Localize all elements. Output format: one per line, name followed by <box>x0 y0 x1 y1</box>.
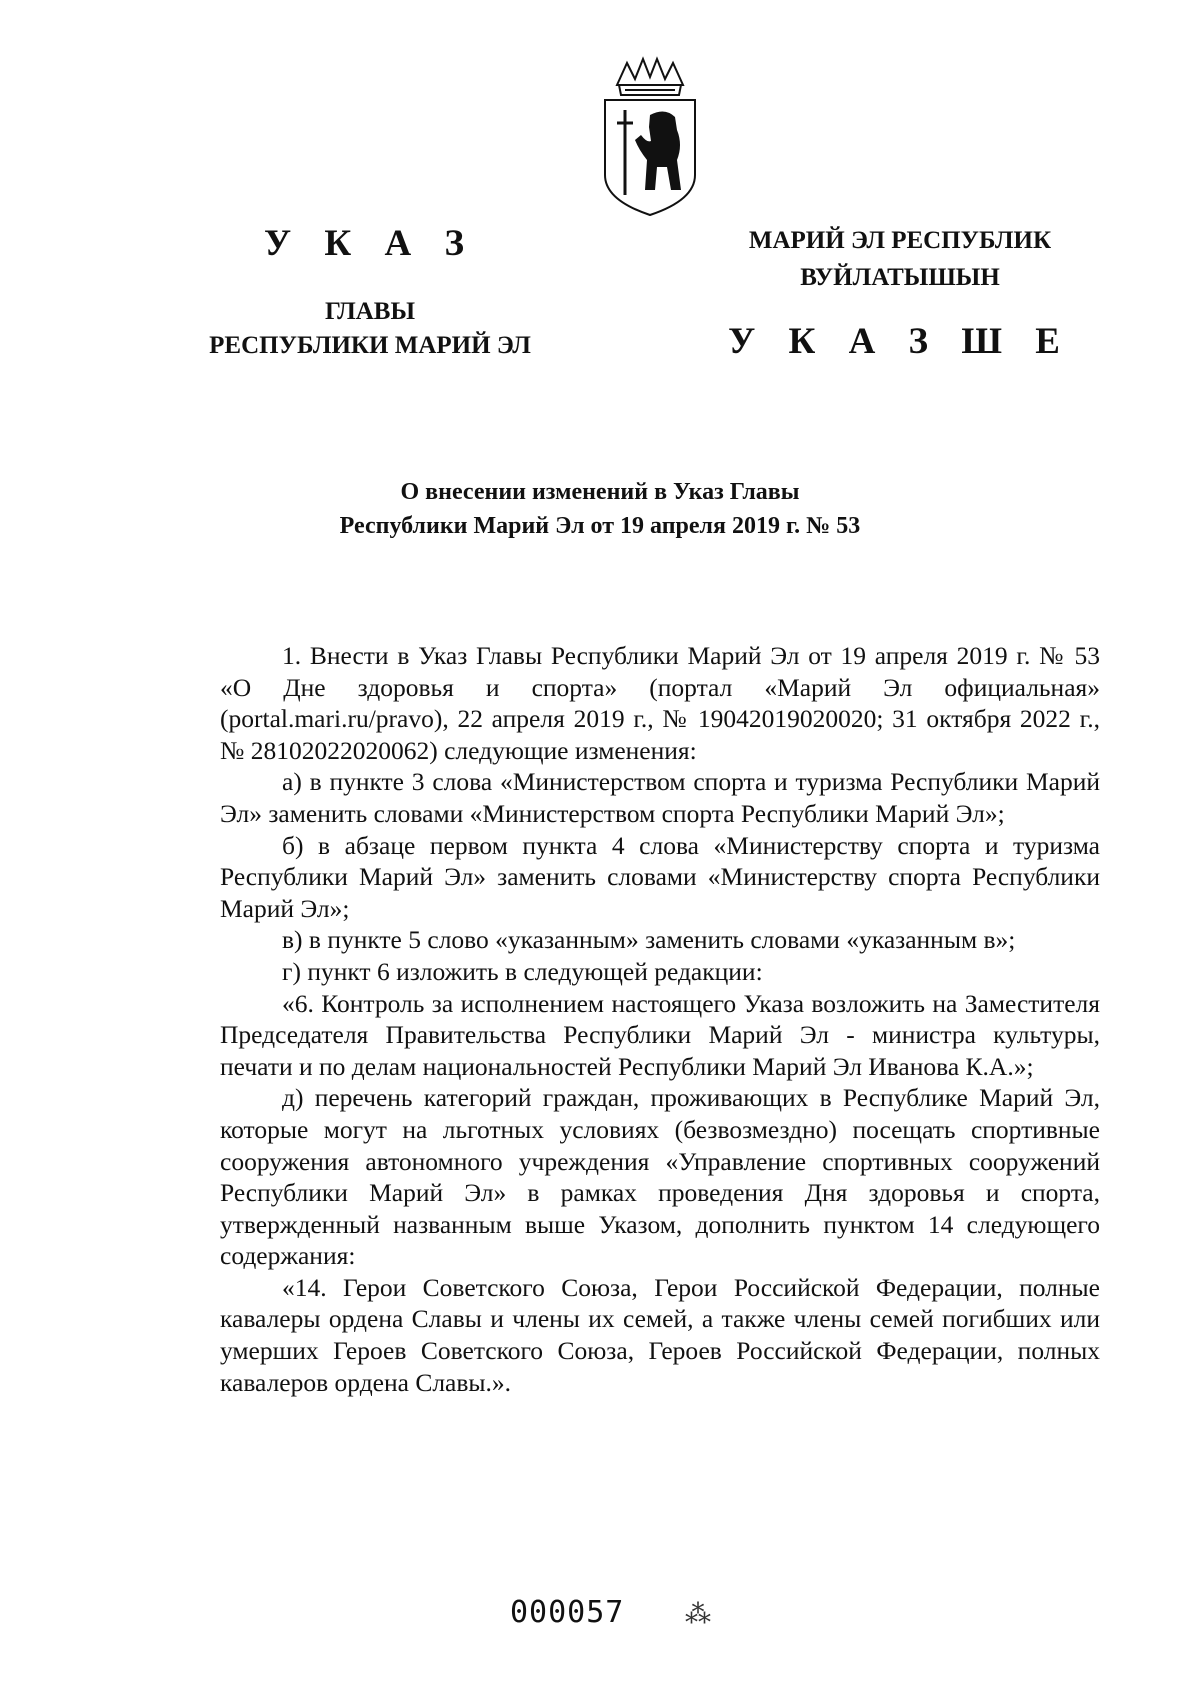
header-issuer-ru <box>170 295 570 363</box>
document-title-line2: Республики Марий Эл от 19 апреля 2019 г. № 53 <box>339 513 861 539</box>
document-body <box>220 640 1100 1398</box>
body-paragraph: а) в пункте 3 слова «Министерством спорта и туризма Республики Марий Эл» заменить словами «Министерством спорта Республики Марий Эл»; <box>220 767 1100 828</box>
header-title-ru: У К А З <box>264 223 476 264</box>
header-title-mari: У К А З Ш Е <box>728 321 1072 362</box>
body-paragraph: 1. Внести в Указ Главы Республики Марий Эл от 19 апреля 2019 г. № 53 «О Дне здоровья и спорта» (портал «Марий Эл официальная» (portal.mari.ru/pravo), 22 апреля 2019 г., № 19042019020020; 31 октября 2022 г., № 28102022020062) следующие изменения: <box>220 641 1100 765</box>
document-title <box>230 475 970 543</box>
coat-of-arms-icon <box>595 55 705 225</box>
body-paragraph: «14. Герои Советского Союза, Герои Российской Федерации, полные кавалеры ордена Славы и члены их семей, а также члены семей погибших или умерших Героев Советского Союза, Героев Российской Федерации, полных кавалеров ордена Славы.». <box>220 1272 1100 1397</box>
body-paragraph: в) в пункте 5 слово «указанным» заменить словами «указанным в»; <box>282 925 1016 955</box>
header-issuer-mari-line1: МАРИЙ ЭЛ РЕСПУБЛИК <box>748 227 1052 254</box>
header-issuer-mari <box>690 222 1110 296</box>
body-paragraph: б) в абзаце первом пункта 4 слова «Министерству спорта и туризма Республики Марий Эл» заменить словами «Министерству спорта Республики Марий Эл»; <box>220 830 1100 923</box>
header-issuer-mari-line2: ВУЙЛАТЫШЫН <box>800 264 1000 291</box>
body-paragraph: д) перечень категорий граждан, проживающих в Республике Марий Эл, которые могут на льготных условиях (безвозмездно) посещать спортивные сооружения автономного учреждения «Управление спортивных сооружений Республики Марий Эл» в рамках проведения Дня здоровья и спорта, утвержденный названным выше Указом, дополнить пунктом 14 следующего содержания: <box>220 1083 1100 1271</box>
serial-number: 000057 <box>510 1595 625 1630</box>
body-paragraph: «6. Контроль за исполнением настоящего Указа возложить на Заместителя Председателя Правительства Республики Марий Эл - министра культуры, печати и по делам национальностей Республики Марий Эл Иванова К.А.»; <box>220 988 1100 1081</box>
body-paragraph: г) пункт 6 изложить в следующей редакции: <box>282 956 763 986</box>
header-issuer-ru-line1: ГЛАВЫ <box>324 298 416 325</box>
document-title-line1: О внесении изменений в Указ Главы <box>400 479 800 505</box>
header-issuer-ru-line2: РЕСПУБЛИКИ МАРИЙ ЭЛ <box>209 332 531 359</box>
asterism-icon: ⁂ <box>685 1600 711 1629</box>
